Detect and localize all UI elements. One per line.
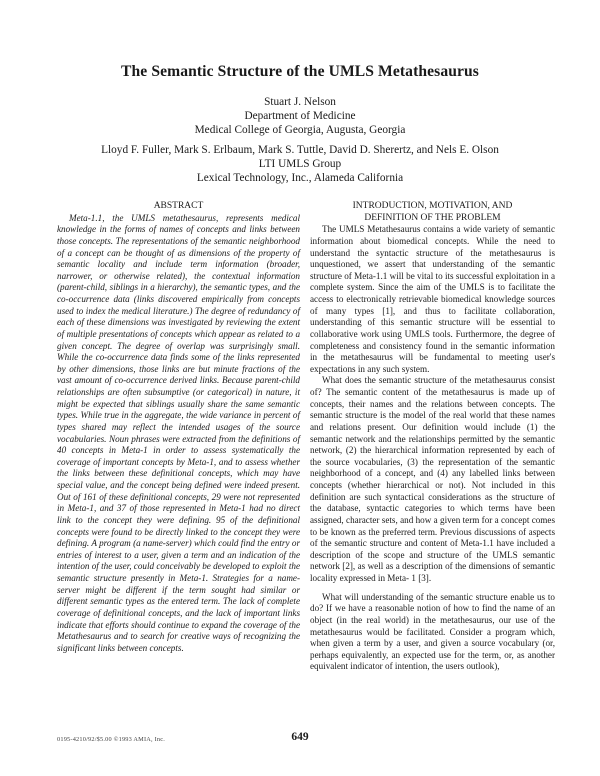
coauthor-names: Lloyd F. Fuller, Mark S. Erlbaum, Mark S. Tuttle, David D. Sherertz, and Nels E. Olson	[101, 144, 499, 156]
introduction-paragraph-2	[310, 375, 555, 584]
text-line: model of the real world that these names and relations	[310, 410, 556, 432]
text-line: semantic neighborhood of a concept can be thought of as	[57, 235, 300, 258]
introduction-paragraph-3	[310, 592, 555, 673]
text-line: in a hierarchy), the semantic types, and the co-occurrence	[57, 282, 301, 304]
text-line: sources of many types [1], and thus to facilitate	[310, 294, 556, 316]
text-line: present. Our definition would include (1) the semantic	[310, 421, 555, 444]
text-line: parent-child relationships are often subsumptive (or	[57, 375, 300, 397]
text-line: definitional concepts, 29 were not represented in Meta-1,	[57, 491, 300, 514]
text-line: dimensions of the property of semantic locality and	[57, 247, 301, 270]
text-line: of the dimensions of semantic locality expressed in Meta-	[310, 561, 555, 583]
text-line: access to electronically retrievable biomedical knowledge	[310, 294, 525, 304]
page-number: 649	[291, 731, 309, 743]
text-line: each of the source vocabularies, (3) the representation of	[310, 445, 555, 467]
text-line: network and the relationships permitted by the semantic	[345, 433, 556, 444]
text-line: could find the entry or entries of interest to a user, given a	[57, 538, 300, 560]
text-line: the semantic neighborhood of a concept, and (4) any	[310, 456, 555, 479]
abstract-heading: ABSTRACT	[153, 201, 204, 211]
coauthor-group: LTI UMLS Group	[258, 158, 342, 170]
text-line: metathesaurus consist of? The semantic content of the	[310, 375, 556, 397]
text-line: appear as related to a given concept. The degree of	[57, 328, 301, 351]
text-line: considerations as the structure of the database, syntactic	[310, 491, 556, 514]
text-line: categorical) in nature, it might be expected that siblings	[57, 387, 301, 409]
text-line: semantic information about biomedical concepts. While	[310, 224, 556, 246]
text-line: equivalently, an expected use for the term, or, as another	[341, 649, 556, 660]
author-institution: Medical College of Georgia, Augusta, Georgia	[194, 124, 406, 136]
introduction-heading-line-2: DEFINITION OF THE PROBLEM	[364, 212, 501, 223]
text-line: collaboration, understanding of this semantic structure	[310, 305, 555, 328]
paragraph-gap	[310, 585, 555, 592]
introduction-section	[310, 201, 555, 673]
text-line: medical knowledge in the forms of names of concepts and	[57, 212, 301, 235]
text-line: dimensions, those links are but minute fractions of the	[92, 363, 301, 374]
text-line: defined were indeed present. Out of 161 of these	[57, 480, 301, 502]
text-line: concepts in Meta-1 in order to assess systematically the	[71, 445, 301, 456]
text-line: tools. Furthermore, the degree of completeness and	[310, 328, 555, 351]
text-line: coverage of definitional concepts, and the lack of	[57, 607, 242, 618]
text-line: which may have special value, and the concept being	[57, 468, 300, 490]
text-line: coverage of important concepts by Meta-1, and to assess	[57, 456, 268, 467]
author-department: Department of Medicine	[244, 110, 356, 122]
text-line: metathesaurus will be fundamental to meeting user's	[340, 352, 555, 363]
text-line: have included a description of the scope and structure of	[310, 538, 556, 560]
text-line: metathesaurus, our use of the metathesaurus would be	[310, 614, 555, 637]
text-line: conceivably be developed to exploit the semantic structure	[57, 561, 301, 583]
text-line: data (links discovered empirically from concepts used to	[57, 294, 301, 316]
text-line: presently in Meta-1. Strategies for a name-server might	[57, 573, 300, 595]
text-line: links between those concepts. The representations of the	[57, 224, 300, 246]
author-name: Stuart J. Nelson	[264, 96, 336, 108]
text-line: index the medical literature.) The degree of redundancy of	[85, 305, 300, 316]
text-line: What will understanding of the semantic structure	[322, 591, 508, 602]
text-line: equivalent indicator of intention, the users outlook),	[310, 661, 500, 672]
text-line: may reflect the intended usages of the source vocabularies.	[57, 421, 301, 444]
text-line: the UMLS semantic network [2], as well as a description	[310, 549, 556, 572]
text-line: aggregate, the wide variance in percent of types shared	[57, 410, 301, 432]
text-line: expectations in any such system.	[310, 363, 430, 374]
text-line: 1 [3].	[411, 573, 432, 583]
text-line: aspects of the semantic structure and content of Meta-1.1	[310, 526, 555, 549]
text-line: Meta-1.1, the UMLS metathesaurus, represents	[69, 212, 264, 223]
copyright-footer: 0195-4210/92/$5.00 ©1993 AMIA, Inc.	[57, 736, 165, 743]
text-line: important links indicate that efforts should continue to	[57, 607, 301, 630]
text-line: by a user, and given a source vocabulary (or, perhaps	[310, 638, 556, 660]
text-line: semantic types as the entered term. The lack of complete	[90, 596, 300, 607]
text-line: overlap was surprisingly small. While the co-occurrence	[57, 340, 300, 363]
text-line: known as the preferred term. Previous discussions of	[330, 526, 527, 537]
text-line: The UMLS Metathesaurus contains a wide variety of	[322, 224, 520, 235]
text-line: include term information (broader, narrower, or otherwise	[57, 259, 301, 281]
text-line: usually share the same semantic types. While true in the	[57, 398, 300, 421]
text-line: system. Since the aim of the UMLS is to facilitate the	[346, 282, 555, 293]
text-line: not). Not included in this definition are such syntactical	[310, 480, 556, 502]
text-line: they were defining. A program (a name-server) which	[57, 526, 300, 549]
text-line: categories to which terms have been assigned, character	[310, 503, 556, 525]
text-line: metathesaurus is unquestioned, we assert that	[310, 247, 556, 270]
text-line: expand the coverage of the Metathesaurus and to search for	[57, 619, 301, 642]
introduction-paragraph-1	[310, 224, 555, 375]
abstract-body	[57, 213, 300, 655]
text-line: creative ways of recognizing the significant links between	[57, 631, 300, 653]
text-line: be different if the term sought had similar or different	[57, 584, 301, 607]
text-line: whether the links between these definitional concepts,	[57, 456, 300, 479]
text-line: will be essential to collaborative work using UMLS	[310, 317, 556, 339]
text-line: relations between concepts. The semantic structure is the	[310, 398, 555, 421]
text-line: concepts were found to be directly linked to the concept	[57, 526, 263, 537]
text-line: labelled links between concepts (whether hierarchical or	[310, 468, 556, 490]
text-line: the concept they were defining. 95 of the definitional	[87, 514, 301, 525]
text-line: related), the contextual information (parent-child, siblings	[57, 270, 300, 293]
text-line: sets, and how a given term for a concept comes to be	[310, 514, 556, 537]
text-line: network, (2) the hierarchical information represented by	[310, 445, 524, 456]
abstract-section	[57, 201, 300, 654]
text-line: the need to understand the syntactic structure of the	[310, 235, 556, 258]
text-line: enable us to do? If we have a reasonable notion of how to	[310, 591, 555, 614]
text-line: What does the semantic structure of the	[322, 375, 472, 386]
text-line: find the name of an object (in the real world) in the	[310, 603, 556, 625]
introduction-heading-line-1: INTRODUCTION, MOTIVATION, AND	[352, 201, 513, 211]
text-line: concepts.	[149, 642, 184, 653]
text-line: data finds some of the links represented by other	[57, 352, 300, 374]
text-line: vast amount of co-occurrence derived links. Because	[57, 375, 253, 386]
text-line: the extent of multiple presentations of concepts which	[57, 317, 301, 339]
text-line: term and an indication of the intention of the user, could	[57, 549, 301, 572]
text-line: understanding of the semantic structure of Meta-1.1 will	[310, 259, 555, 281]
text-line: and 37 of those represented in Meta-1 had no direct link to	[57, 503, 300, 525]
text-line: each of these dimensions was investigated by reviewing	[57, 317, 262, 328]
text-line: Noun phrases were extracted from the definitions of 40	[57, 433, 301, 456]
text-line: metathesaurus is made up of concepts, their names and the	[310, 387, 555, 409]
text-line: consistency found in the semantic information in the	[310, 340, 555, 363]
coauthor-company: Lexical Technology, Inc., Alameda California	[196, 172, 404, 184]
text-line: facilitated. Consider a program which, when given a term	[310, 626, 556, 649]
text-line: be vital to its successful exploitation in a complete	[310, 270, 556, 293]
paper-title: The Semantic Structure of the UMLS Metathesaurus	[121, 63, 479, 80]
